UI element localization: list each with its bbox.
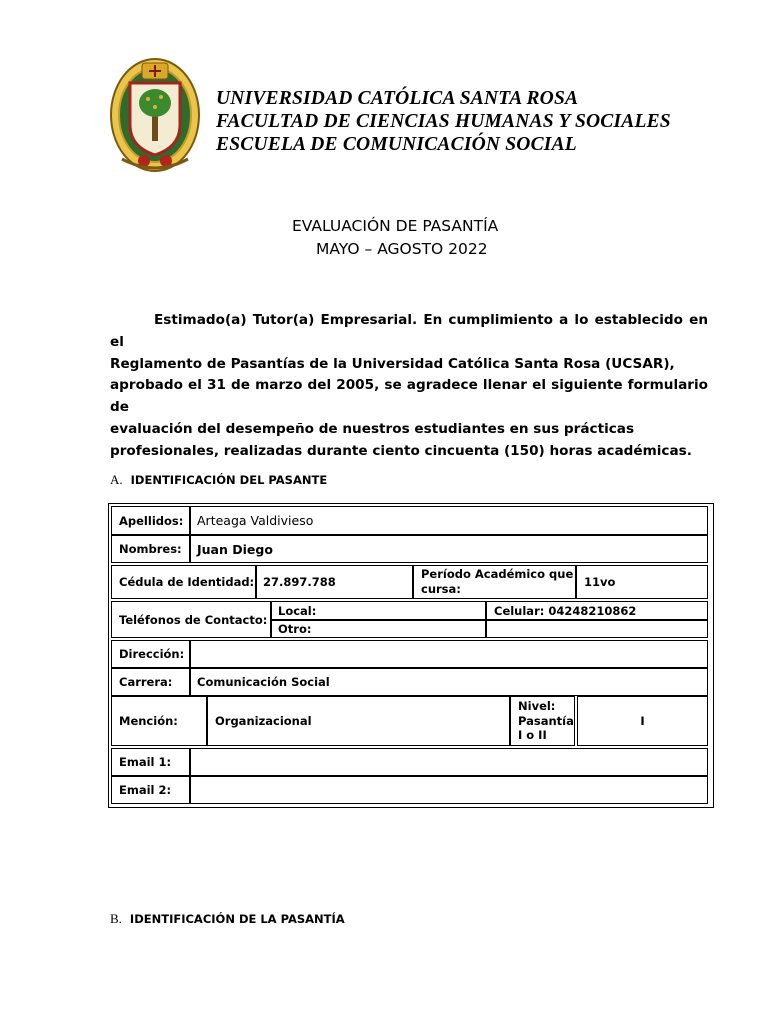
faculty-name: FACULTAD DE CIENCIAS HUMANAS Y SOCIALES	[216, 111, 671, 132]
direccion-field[interactable]	[189, 640, 708, 668]
cedula-label: Cédula de Identidad:	[111, 565, 257, 599]
intro-line: Estimado(a) Tutor(a) Empresarial. En cumplimiento a lo establecido en el	[110, 312, 708, 350]
apellidos-label: Apellidos:	[111, 506, 191, 535]
intern-identification-form	[108, 503, 714, 808]
nivel-label-line: Nivel:	[518, 699, 556, 714]
nivel-field[interactable]: I	[577, 696, 708, 746]
nivel-label-line: Pasantía	[518, 713, 574, 728]
periodo-label-line: Período Académico que	[421, 567, 574, 581]
cedula-field[interactable]: 27.897.788	[255, 565, 413, 599]
mencion-field[interactable]: Organizacional	[207, 696, 510, 746]
email2-field[interactable]	[189, 776, 708, 804]
nombres-label: Nombres:	[111, 535, 191, 563]
university-name: UNIVERSIDAD CATÓLICA SANTA ROSA	[216, 88, 579, 109]
university-seal-logo	[108, 55, 202, 175]
local-phone-field[interactable]: Local:	[270, 601, 486, 620]
school-name: ESCUELA DE COMUNICACIÓN SOCIAL	[216, 134, 577, 155]
section-a-heading	[110, 472, 327, 488]
intro-line: evaluación del desempeño de nuestros estudiantes en sus prácticas	[110, 420, 635, 437]
document-title: EVALUACIÓN DE PASANTÍA	[292, 217, 499, 235]
periodo-label-line: cursa:	[421, 582, 461, 596]
apellidos-field[interactable]: Arteaga Valdivieso	[189, 506, 708, 535]
nombres-field[interactable]: Juan Diego	[189, 535, 708, 563]
carrera-label: Carrera:	[111, 668, 191, 696]
direccion-label: Dirección:	[111, 640, 191, 668]
periodo-label	[413, 565, 576, 599]
email1-field[interactable]	[189, 748, 708, 776]
intro-line: Reglamento de Pasantías de la Universidad Católica Santa Rosa (UCSAR),	[110, 355, 675, 372]
email1-label: Email 1:	[111, 748, 191, 776]
email2-label: Email 2:	[111, 776, 191, 804]
section-b-letter: B.	[110, 911, 122, 926]
nivel-label-line: I o II	[518, 728, 547, 743]
intro-paragraph	[110, 310, 708, 463]
section-b-title: IDENTIFICACIÓN DE LA PASANTÍA	[129, 912, 345, 926]
otro-phone-field[interactable]: Otro:	[270, 620, 486, 638]
section-b-heading	[110, 911, 345, 927]
section-a-title: IDENTIFICACIÓN DEL PASANTE	[130, 473, 328, 487]
nivel-label	[510, 696, 575, 746]
intro-line: aprobado el 31 de marzo del 2005, se agradece llenar el siguiente formulario de	[110, 377, 708, 416]
mencion-label: Mención:	[111, 696, 207, 746]
carrera-field[interactable]: Comunicación Social	[189, 668, 708, 696]
section-a-letter: A.	[110, 472, 123, 487]
celular-field[interactable]: Celular: 04248210862	[486, 601, 708, 620]
intro-line: profesionales, realizadas durante ciento cincuenta (150) horas académicas.	[110, 442, 692, 459]
otro-phone-extra-field[interactable]	[486, 620, 708, 638]
document-period: MAYO – AGOSTO 2022	[316, 240, 488, 258]
telefonos-label: Teléfonos de Contacto:	[111, 601, 272, 638]
periodo-field[interactable]: 11vo	[576, 565, 708, 599]
